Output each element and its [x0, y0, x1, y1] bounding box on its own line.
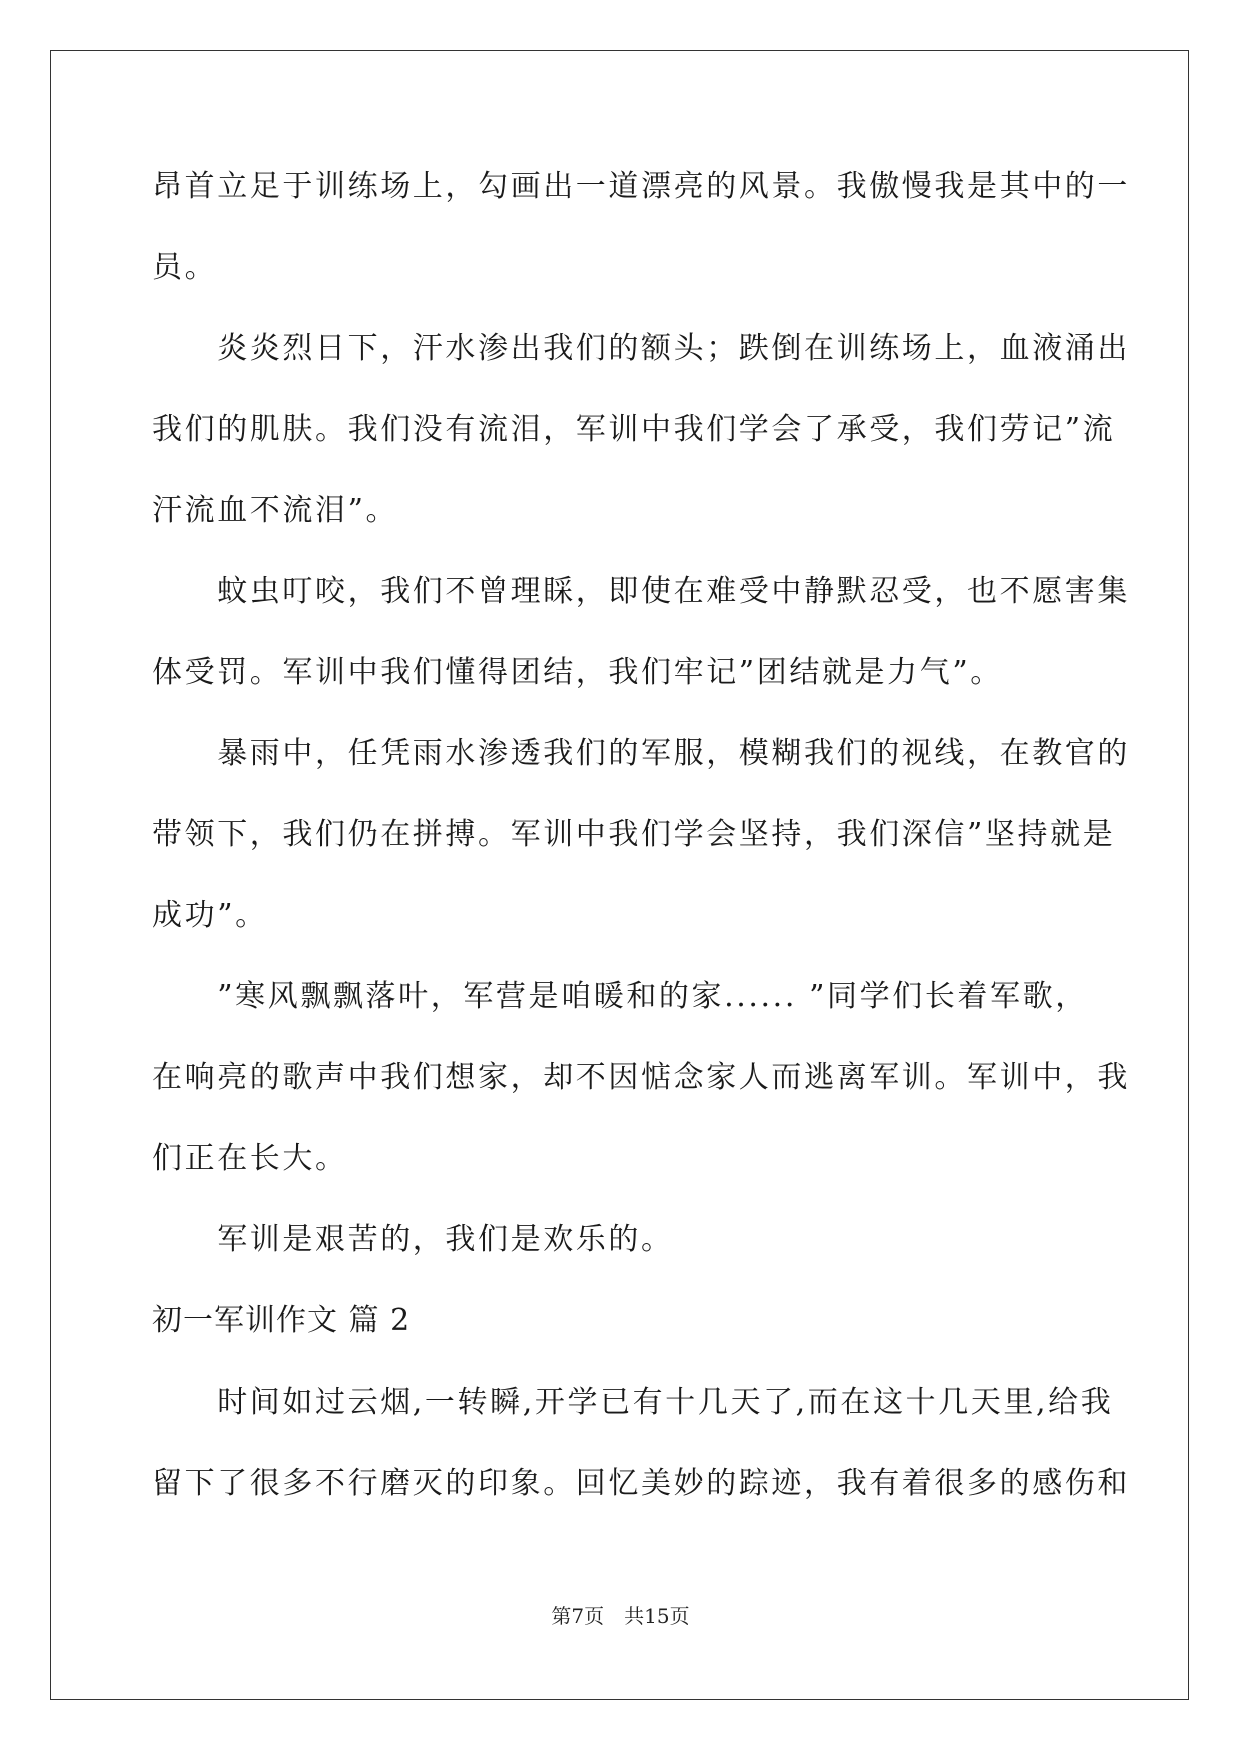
text-line: ”寒风飘飘落叶，军营是咱暖和的家...... ”同学们长着军歌，: [152, 979, 1088, 1014]
text-line: 时间如过云烟,一转瞬,开学已有十几天了,而在这十几天里,给我: [152, 1385, 1114, 1420]
text-line: 在响亮的歌声中我们想家，却不因惦念家人而逃离军训。军训中，我: [152, 1060, 1130, 1095]
page-number: 第7页 共15页: [551, 1604, 690, 1628]
text-line: 员。: [152, 250, 218, 285]
text-line: 成功”。: [152, 898, 268, 933]
text-line: 我们的肌肤。我们没有流泪，军训中我们学会了承受，我们劳记”流: [152, 412, 1116, 447]
text-line: 蚊虫叮咬，我们不曾理睬，即使在难受中静默忍受，也不愿害集: [152, 574, 1130, 609]
text-line: 带领下，我们仍在拼搏。军训中我们学会坚持，我们深信”坚持就是: [152, 817, 1116, 852]
section-heading: 初一军训作文 篇 2: [152, 1303, 411, 1338]
text-line: 们正在长大。: [152, 1141, 348, 1176]
page-footer: [0, 1601, 1241, 1631]
text-line: 军训是艰苦的，我们是欢乐的。: [152, 1222, 674, 1257]
document-body: [152, 160, 1130, 1538]
text-line: 汗流血不流泪”。: [152, 493, 399, 528]
text-line: 昂首立足于训练场上，勾画出一道漂亮的风景。我傲慢我是其中的一: [152, 169, 1130, 204]
text-line: 留下了很多不行磨灭的印象。回忆美妙的踪迹，我有着很多的感伤和: [152, 1466, 1130, 1501]
text-line: 暴雨中，任凭雨水渗透我们的军服，模糊我们的视线，在教官的: [152, 736, 1130, 771]
text-line: 体受罚。军训中我们懂得团结，我们牢记”团结就是力气”。: [152, 655, 1003, 690]
text-line: 炎炎烈日下，汗水渗出我们的额头；跌倒在训练场上，血液涌出: [152, 331, 1130, 366]
